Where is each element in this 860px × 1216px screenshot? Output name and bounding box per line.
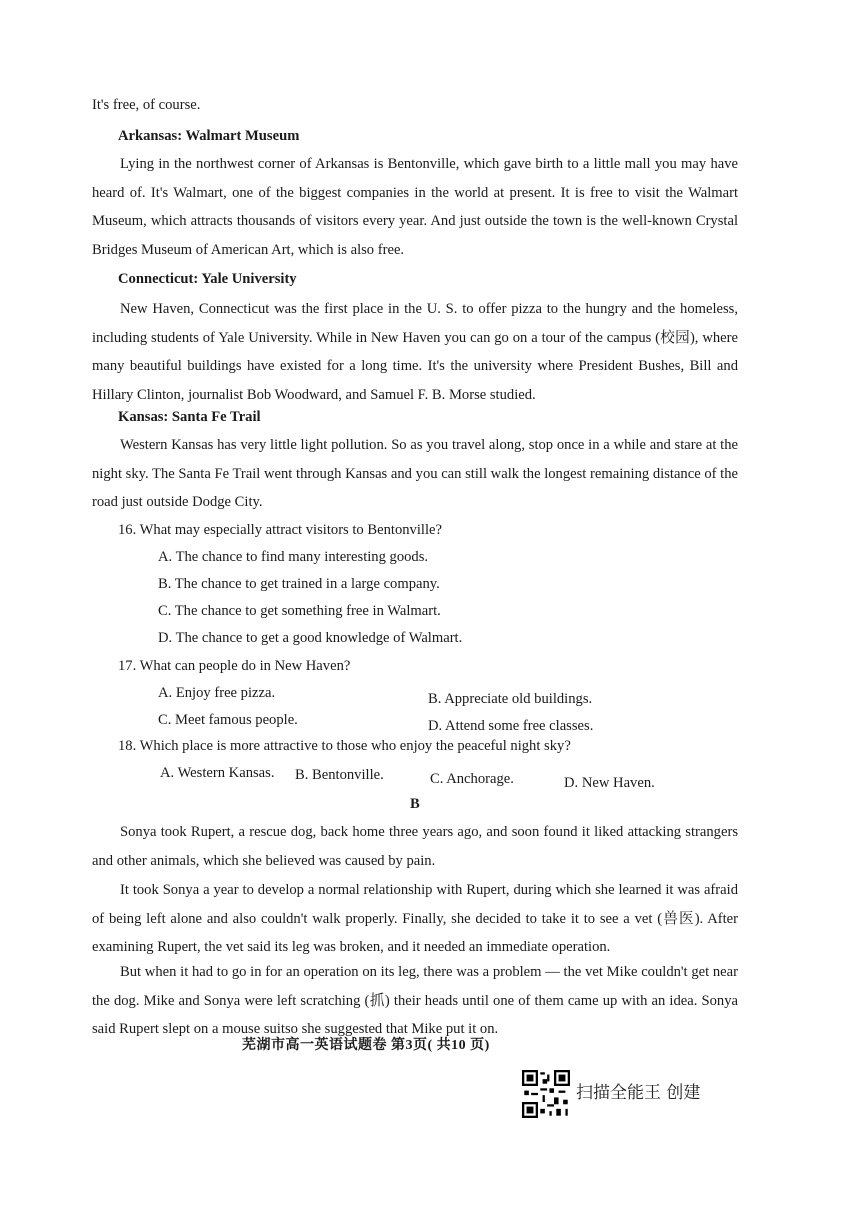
intro-line: It's free, of course. [92,97,201,113]
question-17-option-b: B. Appreciate old buildings. [428,691,593,707]
question-18-option-a: A. Western Kansas. [160,765,275,781]
question-16-stem: 16. What may especially attract visitors to Bentonville? [118,522,442,538]
question-16-option-a: A. The chance to find many interesting goods. [158,549,429,565]
passage-b-paragraph-1: Sonya took Rupert, a rescue dog, back home three years ago, and soon found it liked attacking strangers and other animals, which she believed was caused by pain. [92,824,738,869]
section-heading-connecticut: Connecticut: Yale University [118,271,297,287]
section-body-connecticut: New Haven, Connecticut was the first place in the U. S. to offer pizza to the hungry and the homeless, including students of Yale University. While in New Haven you can go on a tour of the campus (校园), where many beautiful buildings have existed for a long time. It's the university where President Bushes, Bill and Hillary Clinton, journalist Bob Woodward, and Samuel F. B. Morse studied. [92,301,738,403]
section-heading-kansas: Kansas: Santa Fe Trail [118,409,261,425]
question-17-option-a: A. Enjoy free pizza. [158,685,276,701]
question-18-option-d: D. New Haven. [564,775,655,791]
page-footer: 芜湖市高一英语试题卷 第3页( 共10 页) [242,1038,490,1053]
question-16-option-b: B. The chance to get trained in a large company. [158,576,440,592]
section-body-arkansas: Lying in the northwest corner of Arkansas is Bentonville, which gave birth to a little mall you may have heard of. It's Walmart, one of the biggest companies in the world at present. It is free to visit the Walmart Museum, which attracts thousands of visitors every year. And just outside the town is the well-known Crystal Bridges Museum of American Art, which is also free. [92,156,738,258]
section-body-kansas: Western Kansas has very little light pollution. So as you travel along, stop once in a while and stare at the night sky. The Santa Fe Trail went through Kansas and you can still walk the longest remaining distance of the road just outside Dodge City. [92,437,738,511]
question-18-option-b: B. Bentonville. [295,767,384,783]
question-16-option-c: C. The chance to get something free in Walmart. [158,603,441,619]
scanner-watermark [522,1070,700,1118]
section-heading-arkansas: Arkansas: Walmart Museum [118,128,300,144]
question-17-option-c: C. Meet famous people. [158,712,298,728]
qr-code-icon [522,1070,570,1118]
question-17-option-d: D. Attend some free classes. [428,718,594,734]
passage-b-paragraph-2: It took Sonya a year to develop a normal relationship with Rupert, during which she learned it was afraid of being left alone and also couldn't walk properly. Finally, she decided to take it to see a vet (兽医). After examining Rupert, the vet said its leg was broken, and it needed an immediate operation. [92,882,738,956]
question-17-stem: 17. What can people do in New Haven? [118,658,351,674]
question-18-stem: 18. Which place is more attractive to those who enjoy the peaceful night sky? [118,738,571,754]
question-18-option-c: C. Anchorage. [430,771,514,787]
passage-b-label: B [410,796,420,812]
scanner-label: 扫描全能王 创建 [576,1083,701,1104]
passage-b-paragraph-3: But when it had to go in for an operation on its leg, there was a problem — the vet Mike couldn't get near the dog. Mike and Sonya were left scratching (抓) their heads until one of them came up with an idea. Sonya said Rupert slept on a mouse suitso she suggested that Mike put it on. [92,964,738,1038]
question-16-option-d: D. The chance to get a good knowledge of Walmart. [158,630,463,646]
